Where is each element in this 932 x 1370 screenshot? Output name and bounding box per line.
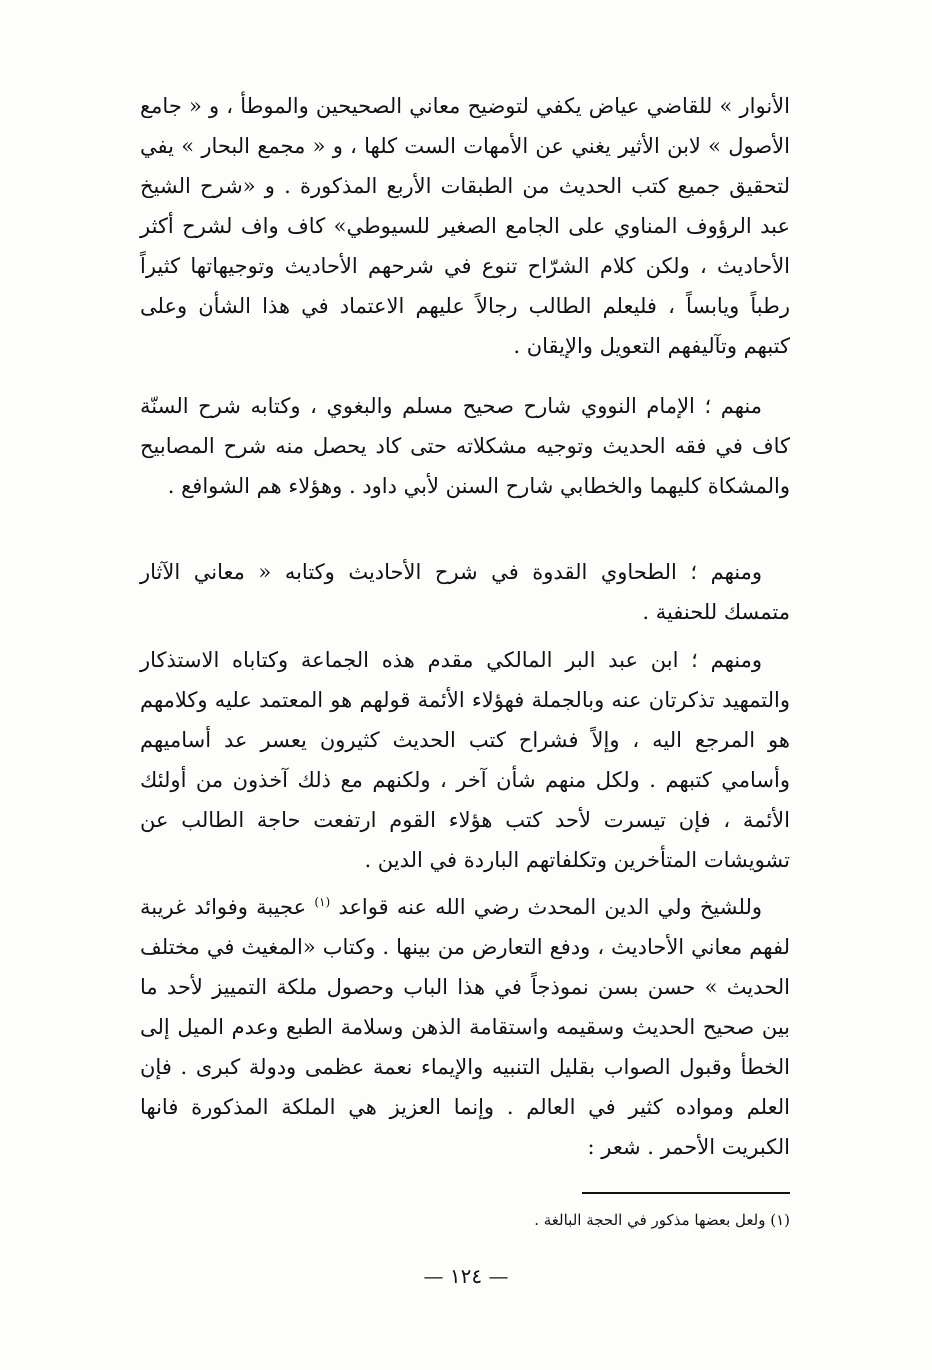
paragraph-5-before-note: وللشيخ ولي الدين المحدث رضي الله عنه قواعد (338, 895, 762, 919)
footnote-divider (582, 1192, 790, 1194)
paragraph-2-text: منهم ؛ الإمام النووي شارح صحيح مسلم والبغوي ، وكتابه شرح السنّة كاف في فقه الحديث وتوجيه مشكلاته حتى كاد يحصل منه شرح المصابيح والمشكاة كليهما والخطابي شارح السنن لأبي داود . وهؤلاء هم الشوافع . (140, 394, 790, 498)
paragraph-5-text (140, 887, 790, 1167)
footnote-reference: (١) (314, 895, 331, 909)
paragraph-4 (140, 640, 790, 880)
paragraph-3 (140, 552, 790, 632)
paragraph-4-text: ومنهم ؛ ابن عبد البر المالكي مقدم هذه الجماعة وكتاباه الاستذكار والتمهيد تذكرتان عنه وبالجملة فهؤلاء الأئمة قولهم هو المعتمد عليه وكلامهم هو المرجع اليه ، وإلاً فشراح كتب الحديث كثيرون يعسر عد أساميهم وأسامي كتبهم . ولكل منهم شأن آخر ، ولكنهم مع ذلك آخذون من أولئك الأئمة ، فإن تيسرت لأحد كتب هؤلاء القوم ارتفعت حاجة الطالب عن تشويشات المتأخرين وتكلفاتهم الباردة في الدين . (140, 648, 790, 872)
page-number: — ١٢٤ — (423, 1264, 509, 1288)
paragraph-2 (140, 386, 790, 506)
paragraph-1-text: الأنوار » للقاضي عياض يكفي لتوضيح معاني الصحيحين والموطأ ، و « جامع الأصول » لابن الأثير يغني عن الأمهات الست كلها ، و « مجمع البحار » يفي لتحقيق جميع كتب الحديث من الطبقات الأربع المذكورة . و «شرح الشيخ عبد الرؤوف المناوي على الجامع الصغير للسيوطي» كاف واف لشرح أكثر الأحاديث ، ولكن كلام الشرّاح تنوع في شرحهم الأحاديث وتوجيهاتها كثيراً رطباً ويابساً ، فليعلم الطالب رجالاً عليهم الاعتماد في هذا الشأن وعلى كتبهم وتآليفهم التعويل والإيقان . (140, 94, 790, 358)
paragraph-5 (140, 887, 790, 1167)
paragraph-3-text: ومنهم ؛ الطحاوي القدوة في شرح الأحاديث وكتابه « معاني الآثار متمسك للحنفية . (140, 560, 790, 624)
footnote: (١) ولعل بعضها مذكور في الحجة البالغة . (534, 1211, 790, 1229)
paragraph-5-after-note: عجيبة وفوائد غريبة لفهم معاني الأحاديث ، ودفع التعارض من بينها . وكتاب «المغيث في مختلف الحديث » حسن بسن نموذجاً في هذا الباب وحصول ملكة التمييز لأحد ما بين صحيح الحديث وسقيمه واستقامة الذهن وسلامة الطبع وعدم الميل إلى الخطأ وقبول الصواب بقليل التنبيه والإيماء نعمة عظمى ودولة كبرى . فإن العلم ومواده كثير في العالم . وإنما العزيز هي الملكة المذكورة فانها الكبريت الأحمر . شعر : (140, 895, 790, 1159)
paragraph-1 (140, 86, 790, 366)
